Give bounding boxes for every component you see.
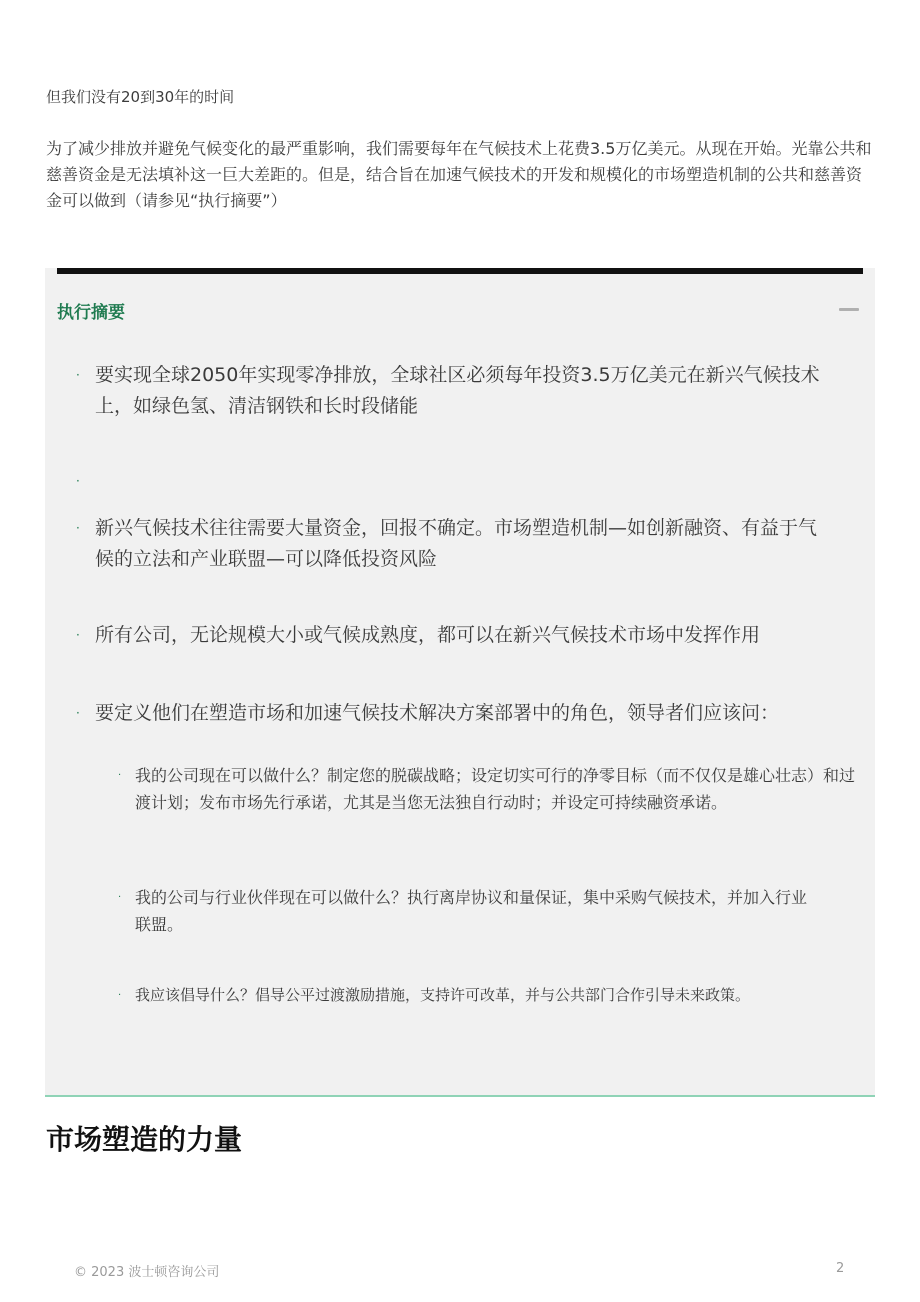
summary-sub-bullet-text: 我应该倡导什么？倡导公平过渡激励措施，支持许可改革，并与公共部门合作引导未来政策。 [135,986,751,1004]
intro-paragraph: 为了减少排放并避免气候变化的最严重影响，我们需要每年在气候技术上花费3.5万亿美元。从现在开始。光靠公共和慈善资金是无法填补这一巨大差距的。但是，结合旨在加速气候技术的开发和规模化的市场塑造机制的公共和慈善资金可以做到（请参见“执行摘要”） [46,139,872,210]
summary-bullet-text: 新兴气候技术往往需要大量资金，回报不确定。市场塑造机制—如创新融资、有益于气候的立法和产业联盟—可以降低投资风险 [95,517,818,570]
bullet-dot-icon: · [118,892,122,903]
intro-heading: 但我们没有20到30年的时间 [46,88,235,106]
summary-sub-bullet [118,983,815,1008]
section-heading: 市场塑造的力量 [46,1123,243,1156]
summary-bullet [76,360,845,422]
summary-sub-bullet [118,884,815,938]
footer-copyright: © 2023 波士顿咨询公司 [74,1265,220,1280]
summary-bullet-empty [76,466,845,497]
bullet-dot-icon: · [76,521,80,535]
bullet-dot-icon: · [76,628,80,642]
executive-summary-box [45,268,875,1097]
summary-sub-bullet [118,762,863,816]
summary-bullet-text: 要定义他们在塑造市场和加速气候技术解决方案部署中的角色，领导者们应该问： [95,702,780,724]
summary-sub-bullet-text: 我的公司与行业伙伴现在可以做什么？执行离岸协议和量保证，集中采购气候技术，并加入行业联盟。 [135,888,808,934]
summary-bullet [76,513,835,575]
summary-bullet-text: 要实现全球2050年实现零净排放，全球社区必须每年投资3.5万亿美元在新兴气候技术上，如绿色氢、清洁钢铁和长时段储能 [95,364,820,417]
summary-bullet [76,698,855,729]
bullet-dot-icon: · [118,990,122,1001]
summary-bullet [76,620,855,651]
summary-sub-bullet-text: 我的公司现在可以做什么？制定您的脱碳战略；设定切实可行的净零目标（而不仅仅是雄心壮志）和过渡计划；发布市场先行承诺，尤其是当您无法独自行动时；并设定可持续融资承诺。 [135,766,856,812]
page-number: 2 [836,1261,845,1276]
bullet-dot-icon: · [118,770,122,781]
summary-title: 执行摘要 [57,303,125,323]
summary-bullet-text: 所有公司，无论规模大小或气候成熟度，都可以在新兴气候技术市场中发挥作用 [95,624,761,646]
bullet-dot-icon: · [76,368,80,382]
bullet-dot-icon: · [76,706,80,720]
bullet-dot-icon: · [76,474,80,488]
minus-icon[interactable] [839,308,859,311]
summary-top-rule [57,268,863,274]
